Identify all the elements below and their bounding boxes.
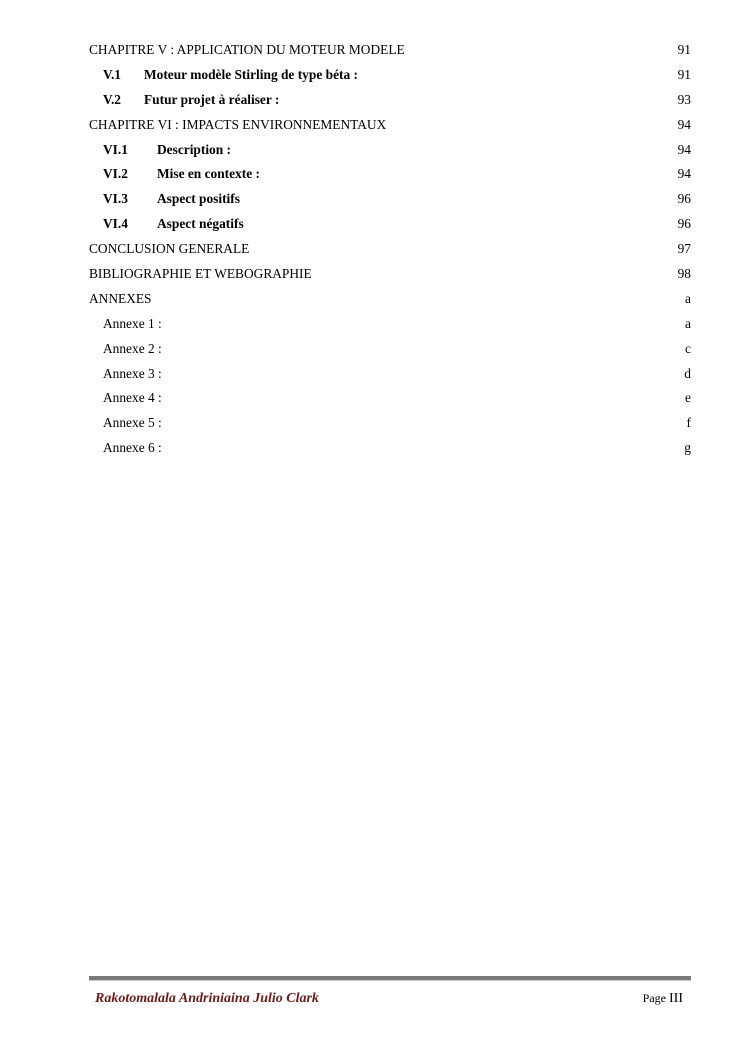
footer-author: Rakotomalala Andriniaina Julio Clark xyxy=(95,991,319,1006)
toc-entry-page: a xyxy=(685,290,691,306)
toc-entry-annexe-2[interactable] xyxy=(89,337,691,362)
toc-entry-page: 93 xyxy=(677,91,691,107)
toc-entry-title: Annexe 1 : xyxy=(103,315,162,331)
toc-entry-number: VI.3 xyxy=(103,191,128,207)
toc-entry-page: 94 xyxy=(677,166,691,182)
page-number: III xyxy=(669,991,683,1006)
footer-rule xyxy=(89,976,691,981)
table-of-contents xyxy=(89,38,691,461)
toc-entry-page: 98 xyxy=(677,266,691,282)
toc-entry-number: VI.2 xyxy=(103,166,128,182)
toc-entry-page: f xyxy=(686,415,691,431)
toc-entry-page: 94 xyxy=(677,116,691,132)
toc-entry-number: V.2 xyxy=(103,91,121,107)
toc-entry-annexe-5[interactable] xyxy=(89,411,691,436)
toc-entry-number: VI.1 xyxy=(103,141,128,157)
toc-entry-number: V.1 xyxy=(103,66,121,82)
toc-entry-title: BIBLIOGRAPHIE ET WEBOGRAPHIE xyxy=(89,266,312,282)
toc-entry-page: 97 xyxy=(677,241,691,257)
page-label: Page xyxy=(642,991,666,1005)
toc-entry-title: CHAPITRE VI : IMPACTS ENVIRONNEMENTAUX xyxy=(89,116,387,132)
toc-entry-chapter-vi[interactable] xyxy=(89,113,691,138)
toc-entry-page: a xyxy=(685,315,691,331)
toc-entry-title: Aspect positifs xyxy=(157,191,240,207)
toc-entry-annexe-6[interactable] xyxy=(89,436,691,461)
toc-entry-conclusion[interactable] xyxy=(89,237,691,262)
toc-entry-title: Annexe 2 : xyxy=(103,340,162,356)
toc-entry-page: 96 xyxy=(677,216,691,232)
toc-entry-annexes[interactable] xyxy=(89,287,691,312)
toc-entry-page: 94 xyxy=(677,141,691,157)
toc-entry-page: c xyxy=(685,340,691,356)
toc-entry-title: Annexe 4 : xyxy=(103,390,162,406)
toc-entry-page: d xyxy=(684,365,691,381)
toc-entry-title: ANNEXES xyxy=(89,290,152,306)
toc-entry-title: Futur projet à réaliser : xyxy=(144,91,280,107)
toc-entry-v-1[interactable] xyxy=(89,63,691,88)
toc-entry-number: VI.4 xyxy=(103,216,128,232)
toc-entry-vi-4[interactable] xyxy=(89,212,691,237)
toc-entry-title: Moteur modèle Stirling de type béta : xyxy=(144,66,358,82)
toc-entry-annexe-4[interactable] xyxy=(89,386,691,411)
toc-entry-page: 91 xyxy=(677,66,691,82)
toc-entry-title: Description : xyxy=(157,141,232,157)
toc-entry-title: Aspect négatifs xyxy=(157,216,244,232)
toc-entry-page: 96 xyxy=(677,191,691,207)
toc-entry-chapter-v[interactable] xyxy=(89,38,691,63)
toc-entry-title: CHAPITRE V : APPLICATION DU MOTEUR MODELE xyxy=(89,42,405,57)
toc-entry-v-2[interactable] xyxy=(89,88,691,113)
toc-entry-vi-2[interactable] xyxy=(89,162,691,187)
toc-entry-title: Annexe 3 : xyxy=(103,365,162,381)
toc-entry-annexe-1[interactable] xyxy=(89,312,691,337)
toc-entry-page: 91 xyxy=(677,42,691,57)
toc-entry-bibliographie[interactable] xyxy=(89,262,691,287)
toc-entry-title: Annexe 6 : xyxy=(103,440,162,456)
footer-page-number xyxy=(643,991,683,1007)
toc-entry-title: Annexe 5 : xyxy=(103,415,162,431)
toc-entry-page: e xyxy=(685,390,691,406)
toc-entry-annexe-3[interactable] xyxy=(89,362,691,387)
toc-entry-page: g xyxy=(684,440,691,456)
toc-entry-title: CONCLUSION GENERALE xyxy=(89,241,250,257)
toc-entry-title: Mise en contexte : xyxy=(157,166,260,182)
toc-entry-vi-1[interactable] xyxy=(89,138,691,163)
toc-entry-vi-3[interactable] xyxy=(89,187,691,212)
